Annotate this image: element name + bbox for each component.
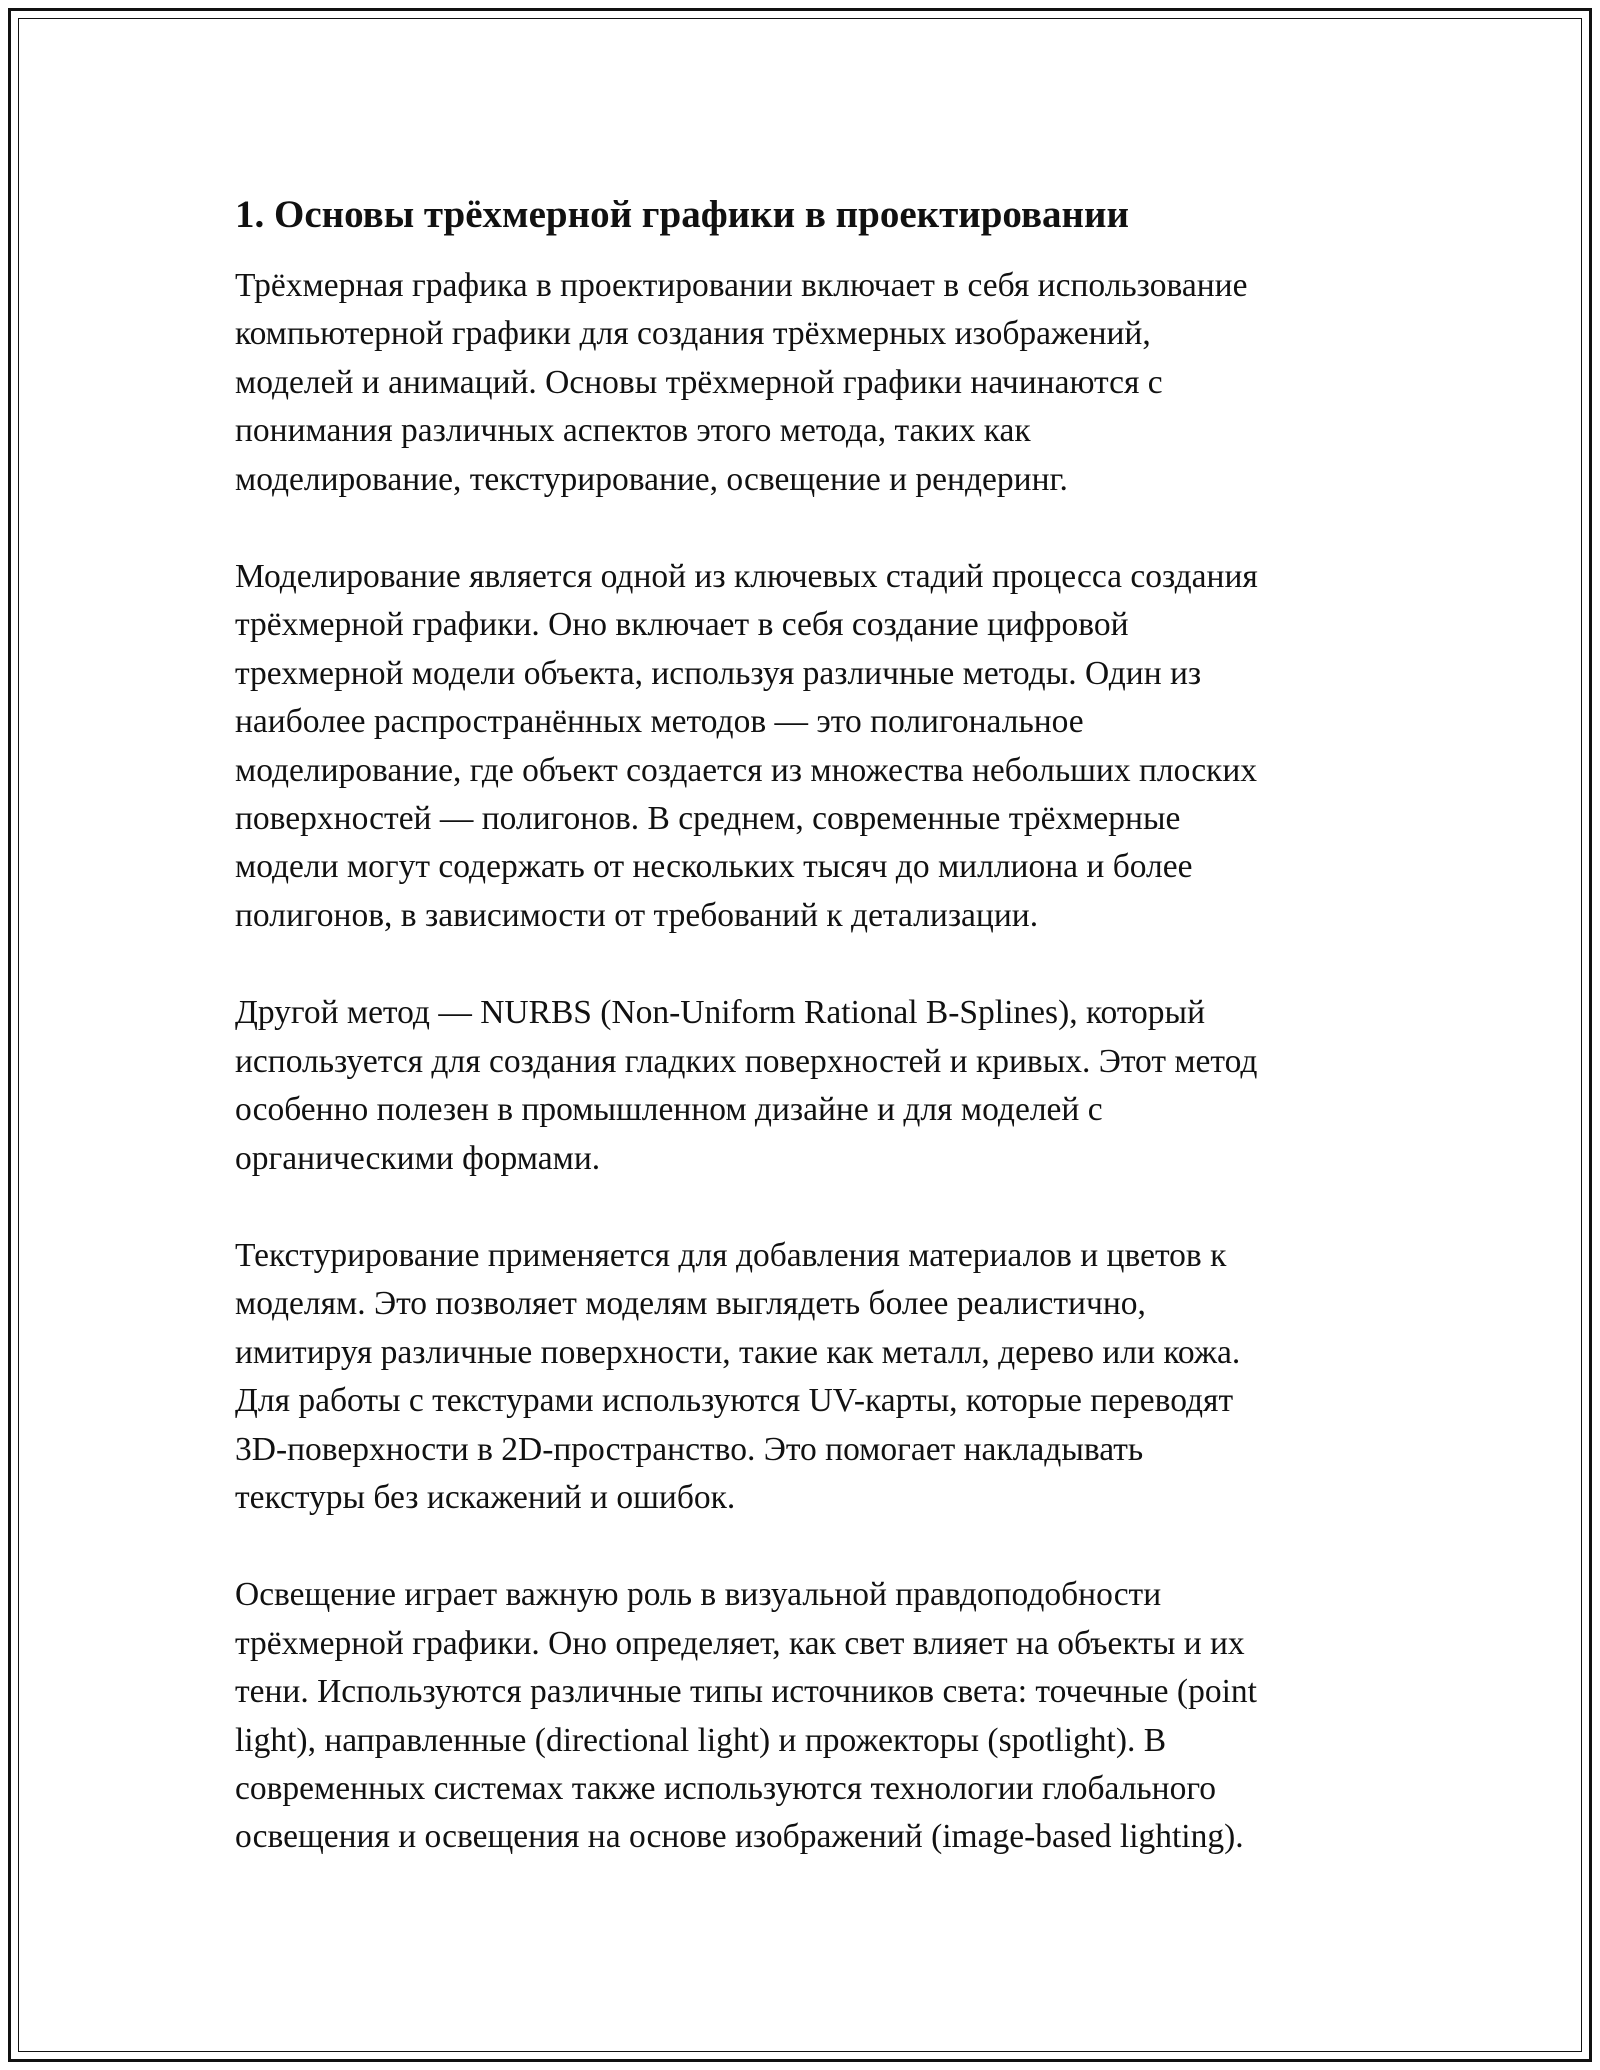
text-line: тени. Используются различные типы источников света: точечные (point bbox=[235, 1673, 1257, 1711]
text-line: Освещение играет важную роль в визуальной правдоподобности bbox=[235, 1576, 1162, 1614]
text-line: 3D-поверхности в 2D-пространство. Это помогает накладывать bbox=[235, 1430, 1144, 1468]
text-line: полигонов, в зависимости от требований к детализации. bbox=[235, 896, 1039, 934]
text-line: компьютерной графики для создания трёхмерных изображений, bbox=[235, 315, 1151, 353]
text-line: Другой метод — NURBS (Non-Uniform Rational B-Splines), который bbox=[235, 994, 1205, 1032]
text-line: понимания различных аспектов этого метода, таких как bbox=[235, 412, 1031, 450]
text-line: моделирование, текстурирование, освещение и рендеринг. bbox=[235, 460, 1068, 498]
text-line: light), направленные (directional light) и прожекторы (spotlight). В bbox=[235, 1721, 1167, 1759]
text-line: текстуры без искажений и ошибок. bbox=[235, 1478, 736, 1516]
text-line: особенно полезен в промышленном дизайне и для моделей с bbox=[235, 1091, 1103, 1129]
text-line: органическими формами. bbox=[235, 1139, 601, 1177]
paragraph bbox=[235, 553, 1395, 940]
text-line: трехмерной модели объекта, используя различные методы. Один из bbox=[235, 654, 1202, 692]
paragraph bbox=[235, 1232, 1395, 1522]
paragraph bbox=[235, 262, 1395, 504]
paragraph bbox=[235, 1571, 1395, 1861]
text-line: современных системах также используются технологии глобального bbox=[235, 1769, 1217, 1807]
text-line: моделей и анимаций. Основы трёхмерной графики начинаются с bbox=[235, 363, 1163, 401]
section-heading: 1. Основы трёхмерной графики в проектировании bbox=[235, 193, 1129, 236]
text-line: модели могут содержать от нескольких тысяч до миллиона и более bbox=[235, 848, 1193, 886]
text-line: моделирование, где объект создается из множества небольших плоских bbox=[235, 751, 1258, 789]
text-line: используется для создания гладких поверхностей и кривых. Этот метод bbox=[235, 1042, 1258, 1080]
text-line: Текстурирование применяется для добавления материалов и цветов к bbox=[235, 1236, 1227, 1274]
text-line: поверхностей — полигонов. В среднем, современные трёхмерные bbox=[235, 800, 1181, 838]
text-line: Для работы с текстурами используются UV-карты, которые переводят bbox=[235, 1382, 1234, 1420]
paragraph bbox=[235, 989, 1395, 1183]
text-line: трёхмерной графики. Оно определяет, как свет влияет на объекты и их bbox=[235, 1624, 1245, 1662]
text-line: Моделирование является одной из ключевых стадий процесса создания bbox=[235, 558, 1258, 596]
text-line: моделям. Это позволяет моделям выглядеть более реалистично, bbox=[235, 1285, 1146, 1323]
text-line: наиболее распространённых методов — это полигональное bbox=[235, 703, 1084, 741]
document-body bbox=[235, 190, 1395, 1911]
paragraph-list bbox=[235, 262, 1395, 1862]
text-line: трёхмерной графики. Оно включает в себя создание цифровой bbox=[235, 606, 1129, 644]
text-line: освещения и освещения на основе изображений (image-based lighting). bbox=[235, 1818, 1244, 1856]
text-line: имитируя различные поверхности, такие как металл, дерево или кожа. bbox=[235, 1333, 1241, 1371]
text-line: Трёхмерная графика в проектировании включает в себя использование bbox=[235, 267, 1248, 304]
